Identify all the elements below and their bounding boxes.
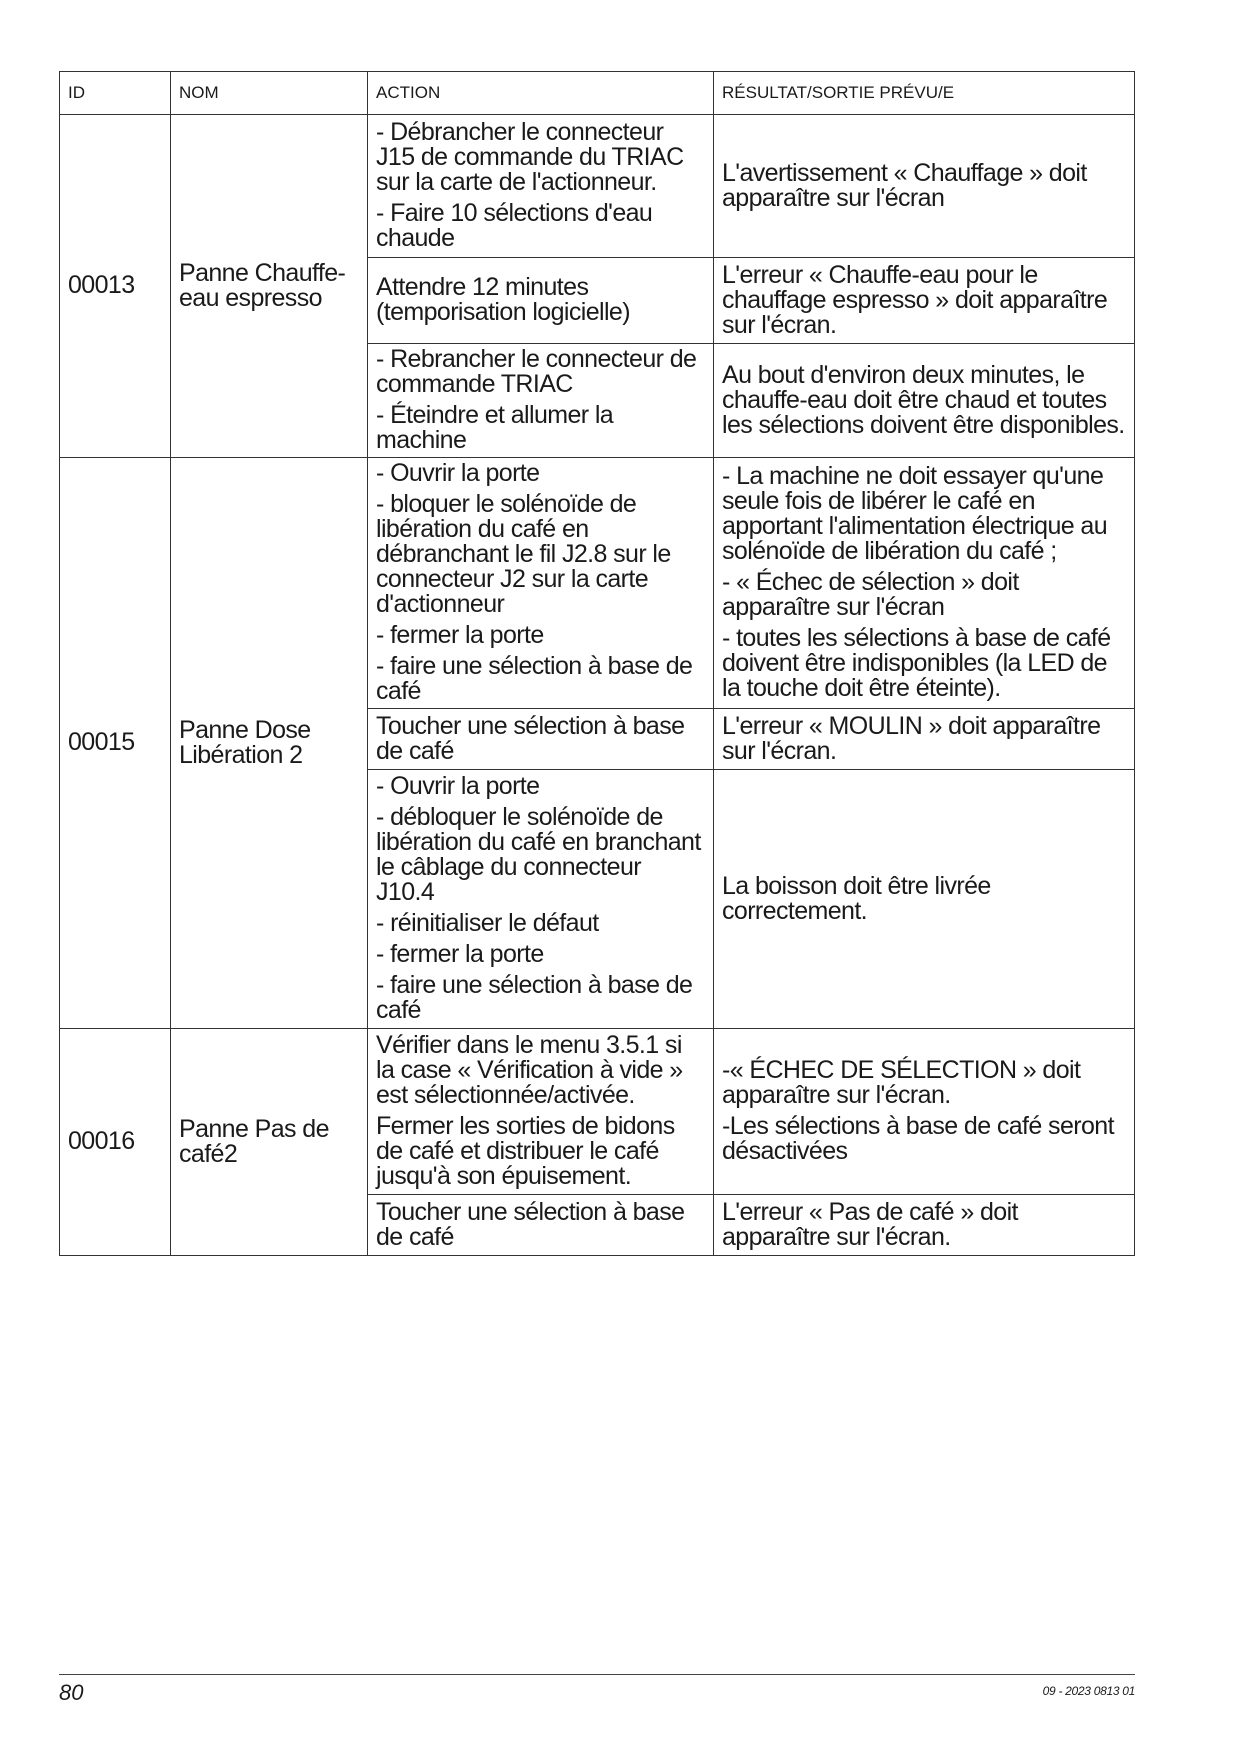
row-nom: Panne Chauffe-eau espresso (171, 115, 368, 458)
result-cell (714, 1029, 1135, 1195)
header-id: ID (60, 72, 171, 115)
action-line: - faire une sélection à base de café (376, 971, 693, 1024)
action-line: - Débrancher le connecteur J15 de commande du TRIAC sur la carte de l'actionneur. (376, 118, 684, 196)
action-line: - réinitialiser le défaut (376, 909, 599, 937)
result-line: -Les sélections à base de café seront désactivées (722, 1112, 1114, 1165)
result-line: L'erreur « Pas de café » doit apparaître sur l'écran. (722, 1197, 1018, 1251)
result-line: - « Échec de sélection » doit apparaître sur l'écran (722, 568, 1019, 621)
row-id: 00013 (60, 115, 171, 458)
result-cell (714, 458, 1135, 709)
result-line: - toutes les sélections à base de café doivent être indisponibles (la LED de la touche doit être éteinte). (722, 624, 1111, 702)
action-line: - Faire 10 sélections d'eau chaude (376, 199, 653, 252)
result-line: Au bout d'environ deux minutes, le chauffe-eau doit être chaud et toutes les sélections doivent être disponibles. (722, 360, 1125, 439)
action-cell (368, 709, 714, 770)
table-row (60, 458, 1135, 709)
table-header-row (60, 72, 1135, 115)
result-line: L'erreur « MOULIN » doit apparaître sur l'écran. (722, 711, 1101, 765)
action-cell (368, 1029, 714, 1195)
document-code: 09 - 2023 0813 01 (1042, 1684, 1135, 1698)
header-action: ACTION (368, 72, 714, 115)
action-line: Fermer les sorties de bidons de café et distribuer le café jusqu'à son épuisement. (376, 1112, 675, 1190)
result-line: L'avertissement « Chauffage » doit apparaître sur l'écran (722, 158, 1087, 212)
test-procedure-table (59, 71, 1135, 1256)
result-line: -« ÉCHEC DE SÉLECTION » doit apparaître sur l'écran. (722, 1056, 1081, 1109)
result-line: - La machine ne doit essayer qu'une seule fois de libérer le café en apportant l'alimentation électrique au solénoïde de libération du café ; (722, 462, 1108, 565)
action-cell (368, 770, 714, 1029)
result-line: L'erreur « Chauffe-eau pour le chauffage espresso » doit apparaître sur l'écran. (722, 260, 1108, 339)
row-nom: Panne Pas de café2 (171, 1029, 368, 1256)
table-row (60, 1029, 1135, 1195)
action-line: - débloquer le solénoïde de libération du café en branchant le câblage du connecteur J10.4 (376, 803, 701, 906)
action-cell (368, 344, 714, 458)
action-line: - Ouvrir la porte (376, 459, 540, 487)
action-line: - fermer la porte (376, 621, 544, 649)
action-line: - Ouvrir la porte (376, 772, 540, 800)
table-row (60, 115, 1135, 258)
action-line: - faire une sélection à base de café (376, 652, 693, 705)
action-line: - bloquer le solénoïde de libération du café en débranchant le fil J2.8 sur le connecteur J2 sur la carte d'actionneur (376, 490, 671, 618)
result-cell (714, 770, 1135, 1029)
result-cell (714, 115, 1135, 258)
row-id: 00015 (60, 458, 171, 1029)
action-line: Toucher une sélection à base de café (376, 711, 685, 765)
action-line: - Rebrancher le connecteur de commande TRIAC (376, 345, 697, 398)
action-cell (368, 1195, 714, 1256)
action-cell (368, 458, 714, 709)
action-line: Vérifier dans le menu 3.5.1 si la case « Vérification à vide » est sélectionnée/activée. (376, 1031, 683, 1109)
result-cell (714, 344, 1135, 458)
header-nom: NOM (171, 72, 368, 115)
action-line: Toucher une sélection à base de café (376, 1197, 685, 1251)
result-line: La boisson doit être livrée correctement. (722, 871, 991, 925)
footer-divider (59, 1674, 1135, 1675)
action-line: - fermer la porte (376, 940, 544, 968)
action-cell (368, 115, 714, 258)
action-line: - Éteindre et allumer la machine (376, 401, 614, 454)
row-nom: Panne Dose Libération 2 (171, 458, 368, 1029)
result-cell (714, 1195, 1135, 1256)
page-number: 80 (59, 1680, 84, 1705)
action-cell (368, 258, 714, 344)
header-result: RÉSULTAT/SORTIE PRÉVU/E (714, 72, 1135, 115)
row-id: 00016 (60, 1029, 171, 1256)
action-line: Attendre 12 minutes (temporisation logicielle) (376, 273, 630, 326)
result-cell (714, 258, 1135, 344)
result-cell (714, 709, 1135, 770)
